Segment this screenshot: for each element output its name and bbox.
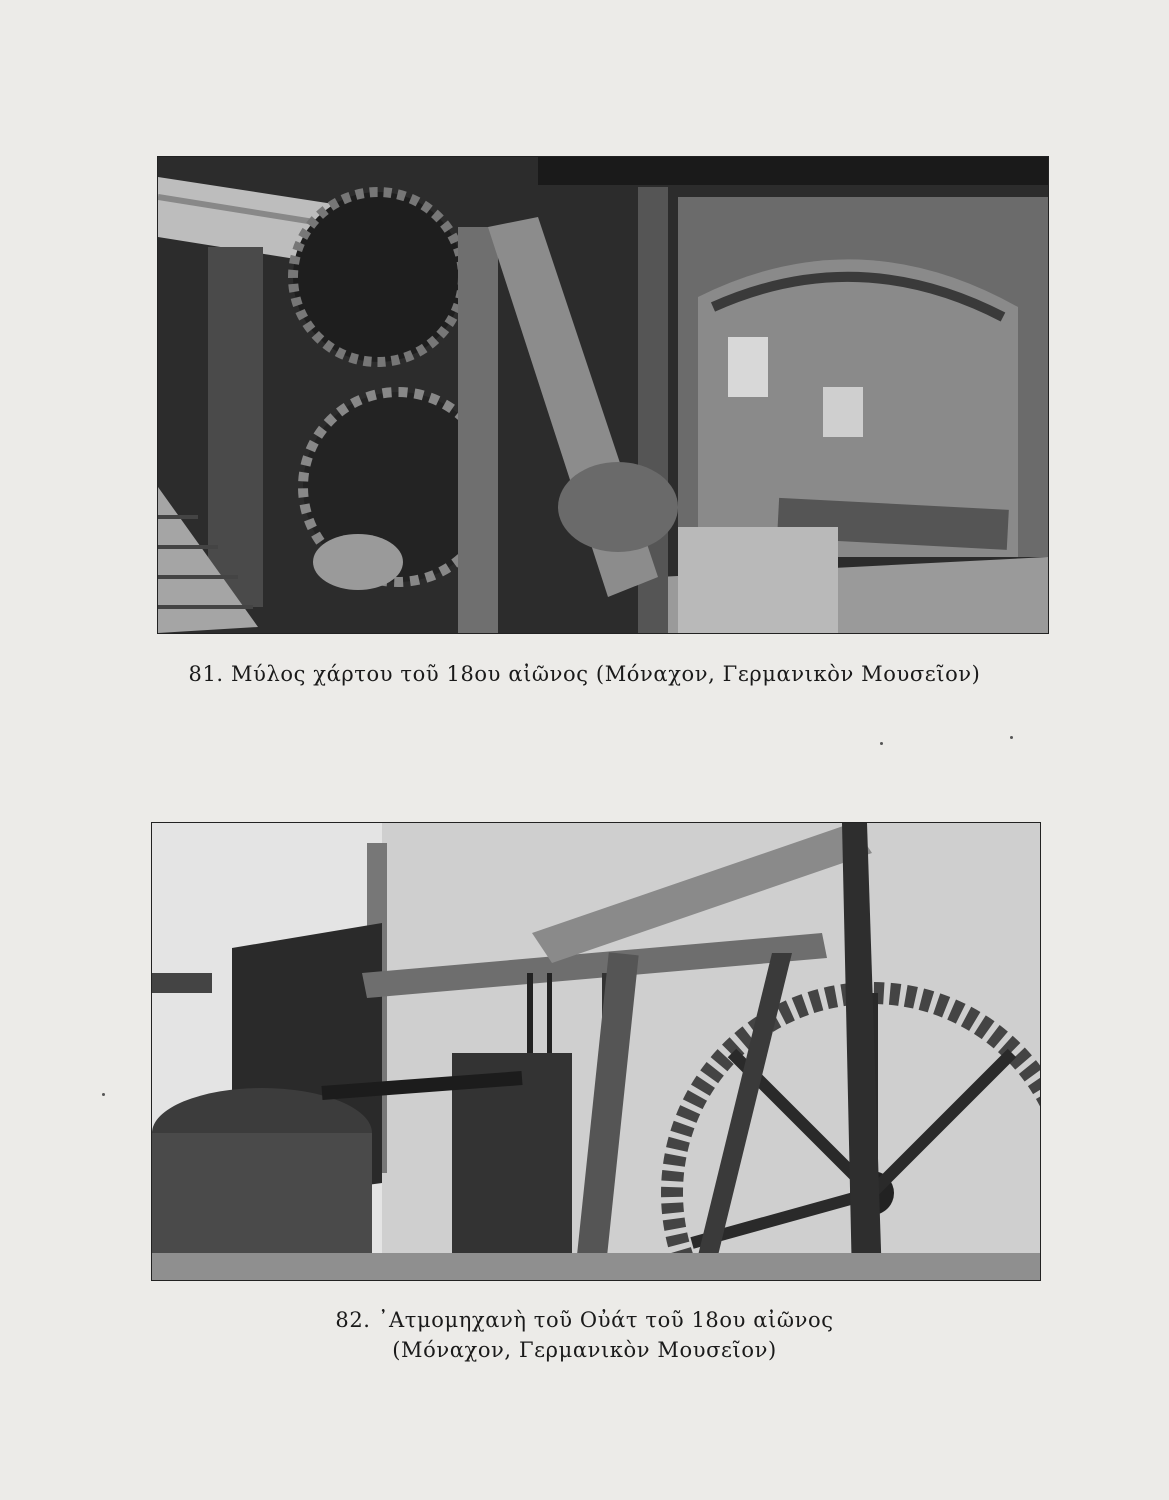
figure-82-caption-line1 — [0, 1306, 1169, 1334]
figure-82-number: 82. — [335, 1308, 371, 1332]
figure-81-photo — [158, 157, 1048, 633]
figure-81-number: 81. — [188, 662, 224, 686]
figure-82-caption-text: ᾿Ατμομηχανὴ τοῦ Οὐάτ τοῦ 18ου αἰῶνος — [377, 1308, 834, 1332]
figure-82-caption-line2: (Μόναχον, Γερμανικὸν Μουσεῖον) — [392, 1338, 777, 1362]
paper-speck — [880, 742, 883, 745]
figure-81-caption-text: Μύλος χάρτου τοῦ 18ου αἰῶνος (Μόναχον, Γερμανικὸν Μουσεῖον) — [231, 662, 981, 686]
paper-speck — [1010, 736, 1013, 739]
figure-81-caption — [0, 660, 1169, 688]
figure-82-photo — [152, 823, 1040, 1280]
paper-speck — [102, 1093, 105, 1096]
